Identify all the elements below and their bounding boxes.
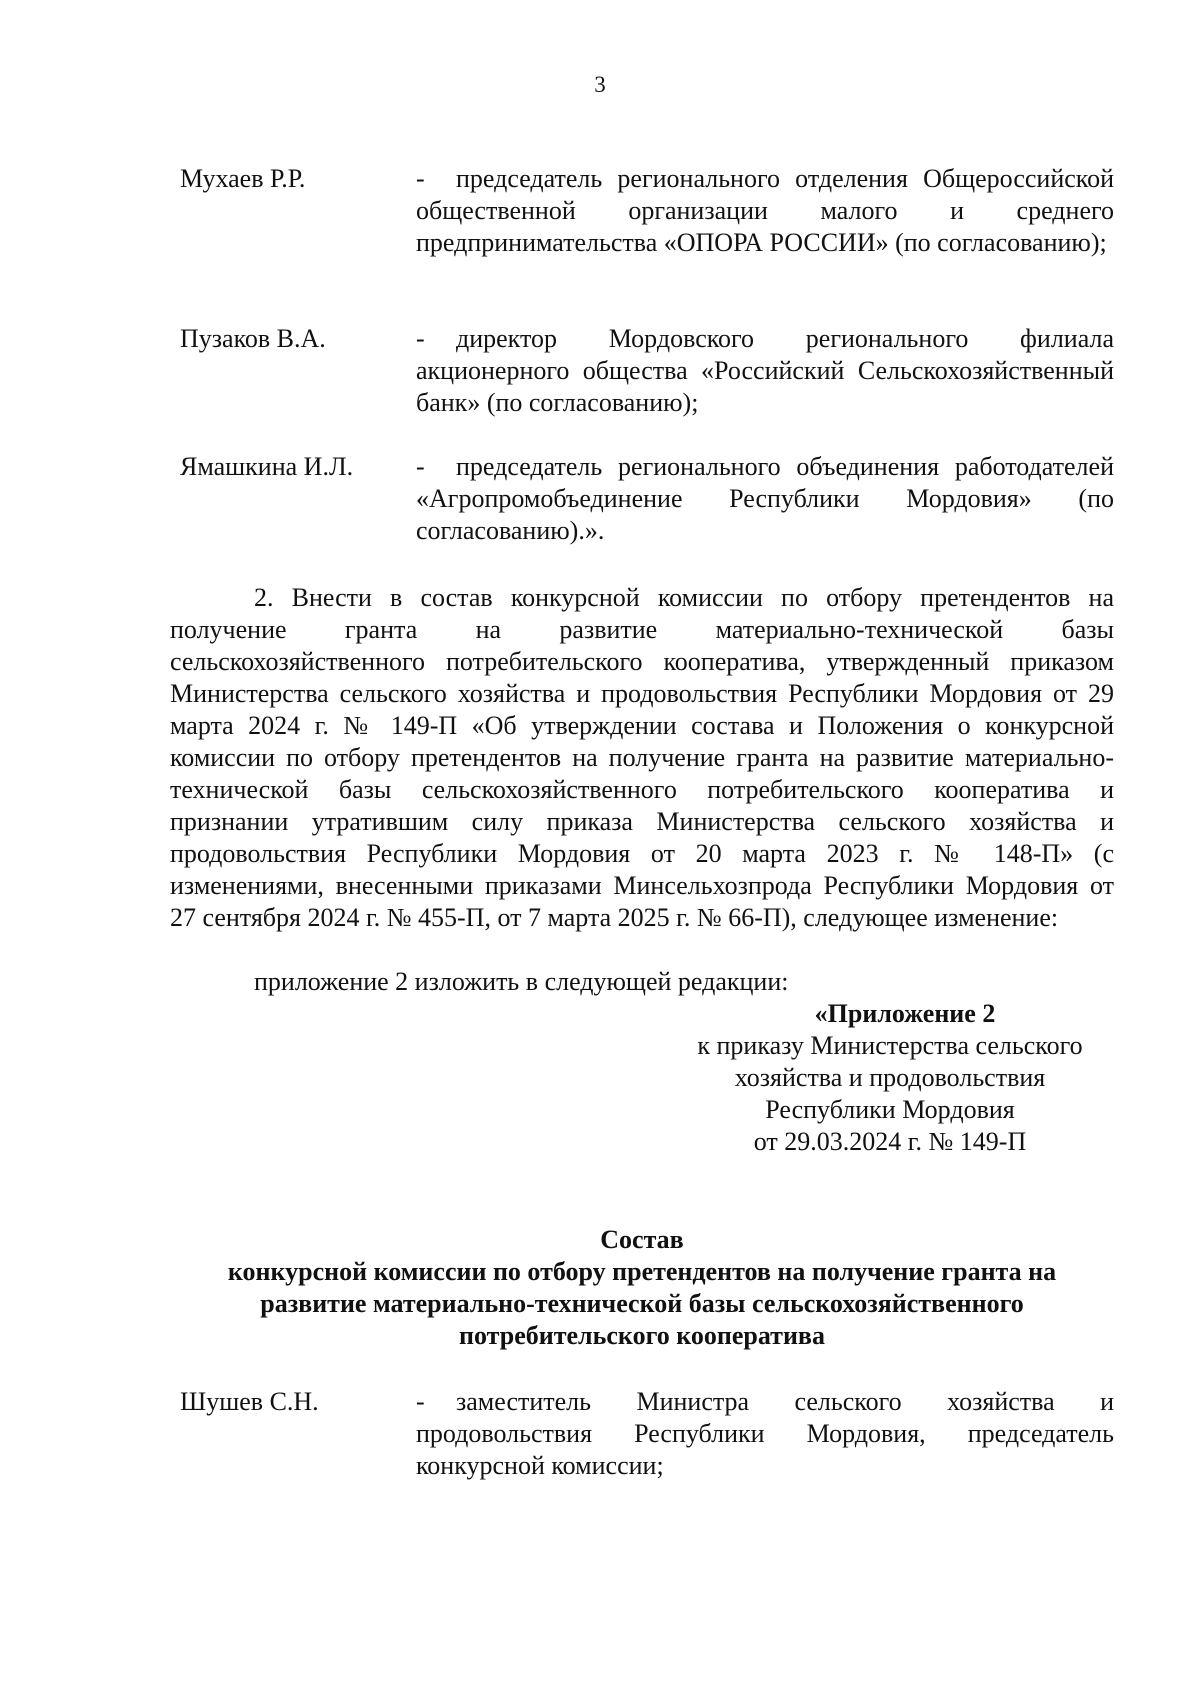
member-dash: -	[416, 164, 425, 193]
page-number: 3	[594, 72, 606, 97]
member-role	[416, 451, 1114, 547]
appendix-header	[620, 998, 1160, 1158]
member-dash: -	[416, 324, 425, 353]
paragraph-3: приложение 2 изложить в следующей редакции:	[254, 967, 789, 996]
composition-title: Состав	[600, 1225, 684, 1254]
member-role	[416, 323, 1114, 419]
member-name: Пузаков В.А.	[180, 324, 326, 353]
member-name: Ямашкина И.Л.	[180, 452, 354, 481]
composition-subtitle: конкурсной комиссии по отбору претендентов на получение гранта на	[227, 1257, 1057, 1286]
member-name: Шушев С.Н.	[180, 1387, 319, 1416]
member-dash: -	[416, 1387, 425, 1416]
appendix-line: хозяйства и продовольствия	[734, 1063, 1046, 1092]
member-role-text: председатель регионального объединения работодателей «Агропромобъединение Республики Мордовия» (по согласованию).».	[416, 452, 1114, 545]
composition-subtitle: потребительского кооператива	[459, 1321, 825, 1350]
appendix-line: к приказу Министерства сельского	[697, 1031, 1083, 1060]
appendix-title: «Приложение 2	[814, 999, 996, 1028]
appendix-line: Республики Мордовия	[765, 1095, 1015, 1124]
member-role-text: директор Мордовского регионального филиала акционерного общества «Российский Сельскохозяйственный банк» (по согласованию);	[416, 324, 1114, 417]
composition-heading	[170, 1224, 1114, 1352]
member-role-text: заместитель Министра сельского хозяйства и продовольствия Республики Мордовия, председатель конкурсной комиссии;	[416, 1387, 1114, 1480]
member-role-text: председатель регионального отделения Общероссийской общественной организации малого и среднего предпринимательства «ОПОРА РОССИИ» (по согласованию);	[416, 164, 1114, 257]
member-role	[416, 163, 1114, 259]
paragraph-2: 2. Внести в состав конкурсной комиссии по отбору претендентов на получение гранта на развитие материально-технической базы сельскохозяйственного потребительского кооператива, утвержденный приказом Министерства сельского хозяйства и продовольствия Республики Мордовия от 29 марта 2024 г. № 149-П «Об утверждении состава и Положения о конкурсной комиссии по отбору претендентов на получение гранта на развитие материально-технической базы сельскохозяйственного потребительского кооператива и признании утратившим силу приказа Министерства сельского хозяйства и продовольствия Республики Мордовия от 20 марта 2023 г. № 148-П» (с изменениями, внесенными приказами Минсельхозпрода Республики Мордовия от 27 сентября 2024 г. № 455-П, от 7 марта 2025 г. № 66-П), следующее изменение:	[170, 583, 1114, 932]
appendix-line: от 29.03.2024 г. № 149-П	[753, 1127, 1027, 1156]
member-role	[416, 1386, 1114, 1482]
member-name: Мухаев Р.Р.	[180, 164, 306, 193]
composition-subtitle: развитие материально-технической базы сельскохозяйственного	[260, 1289, 1024, 1318]
member-dash: -	[416, 452, 425, 481]
